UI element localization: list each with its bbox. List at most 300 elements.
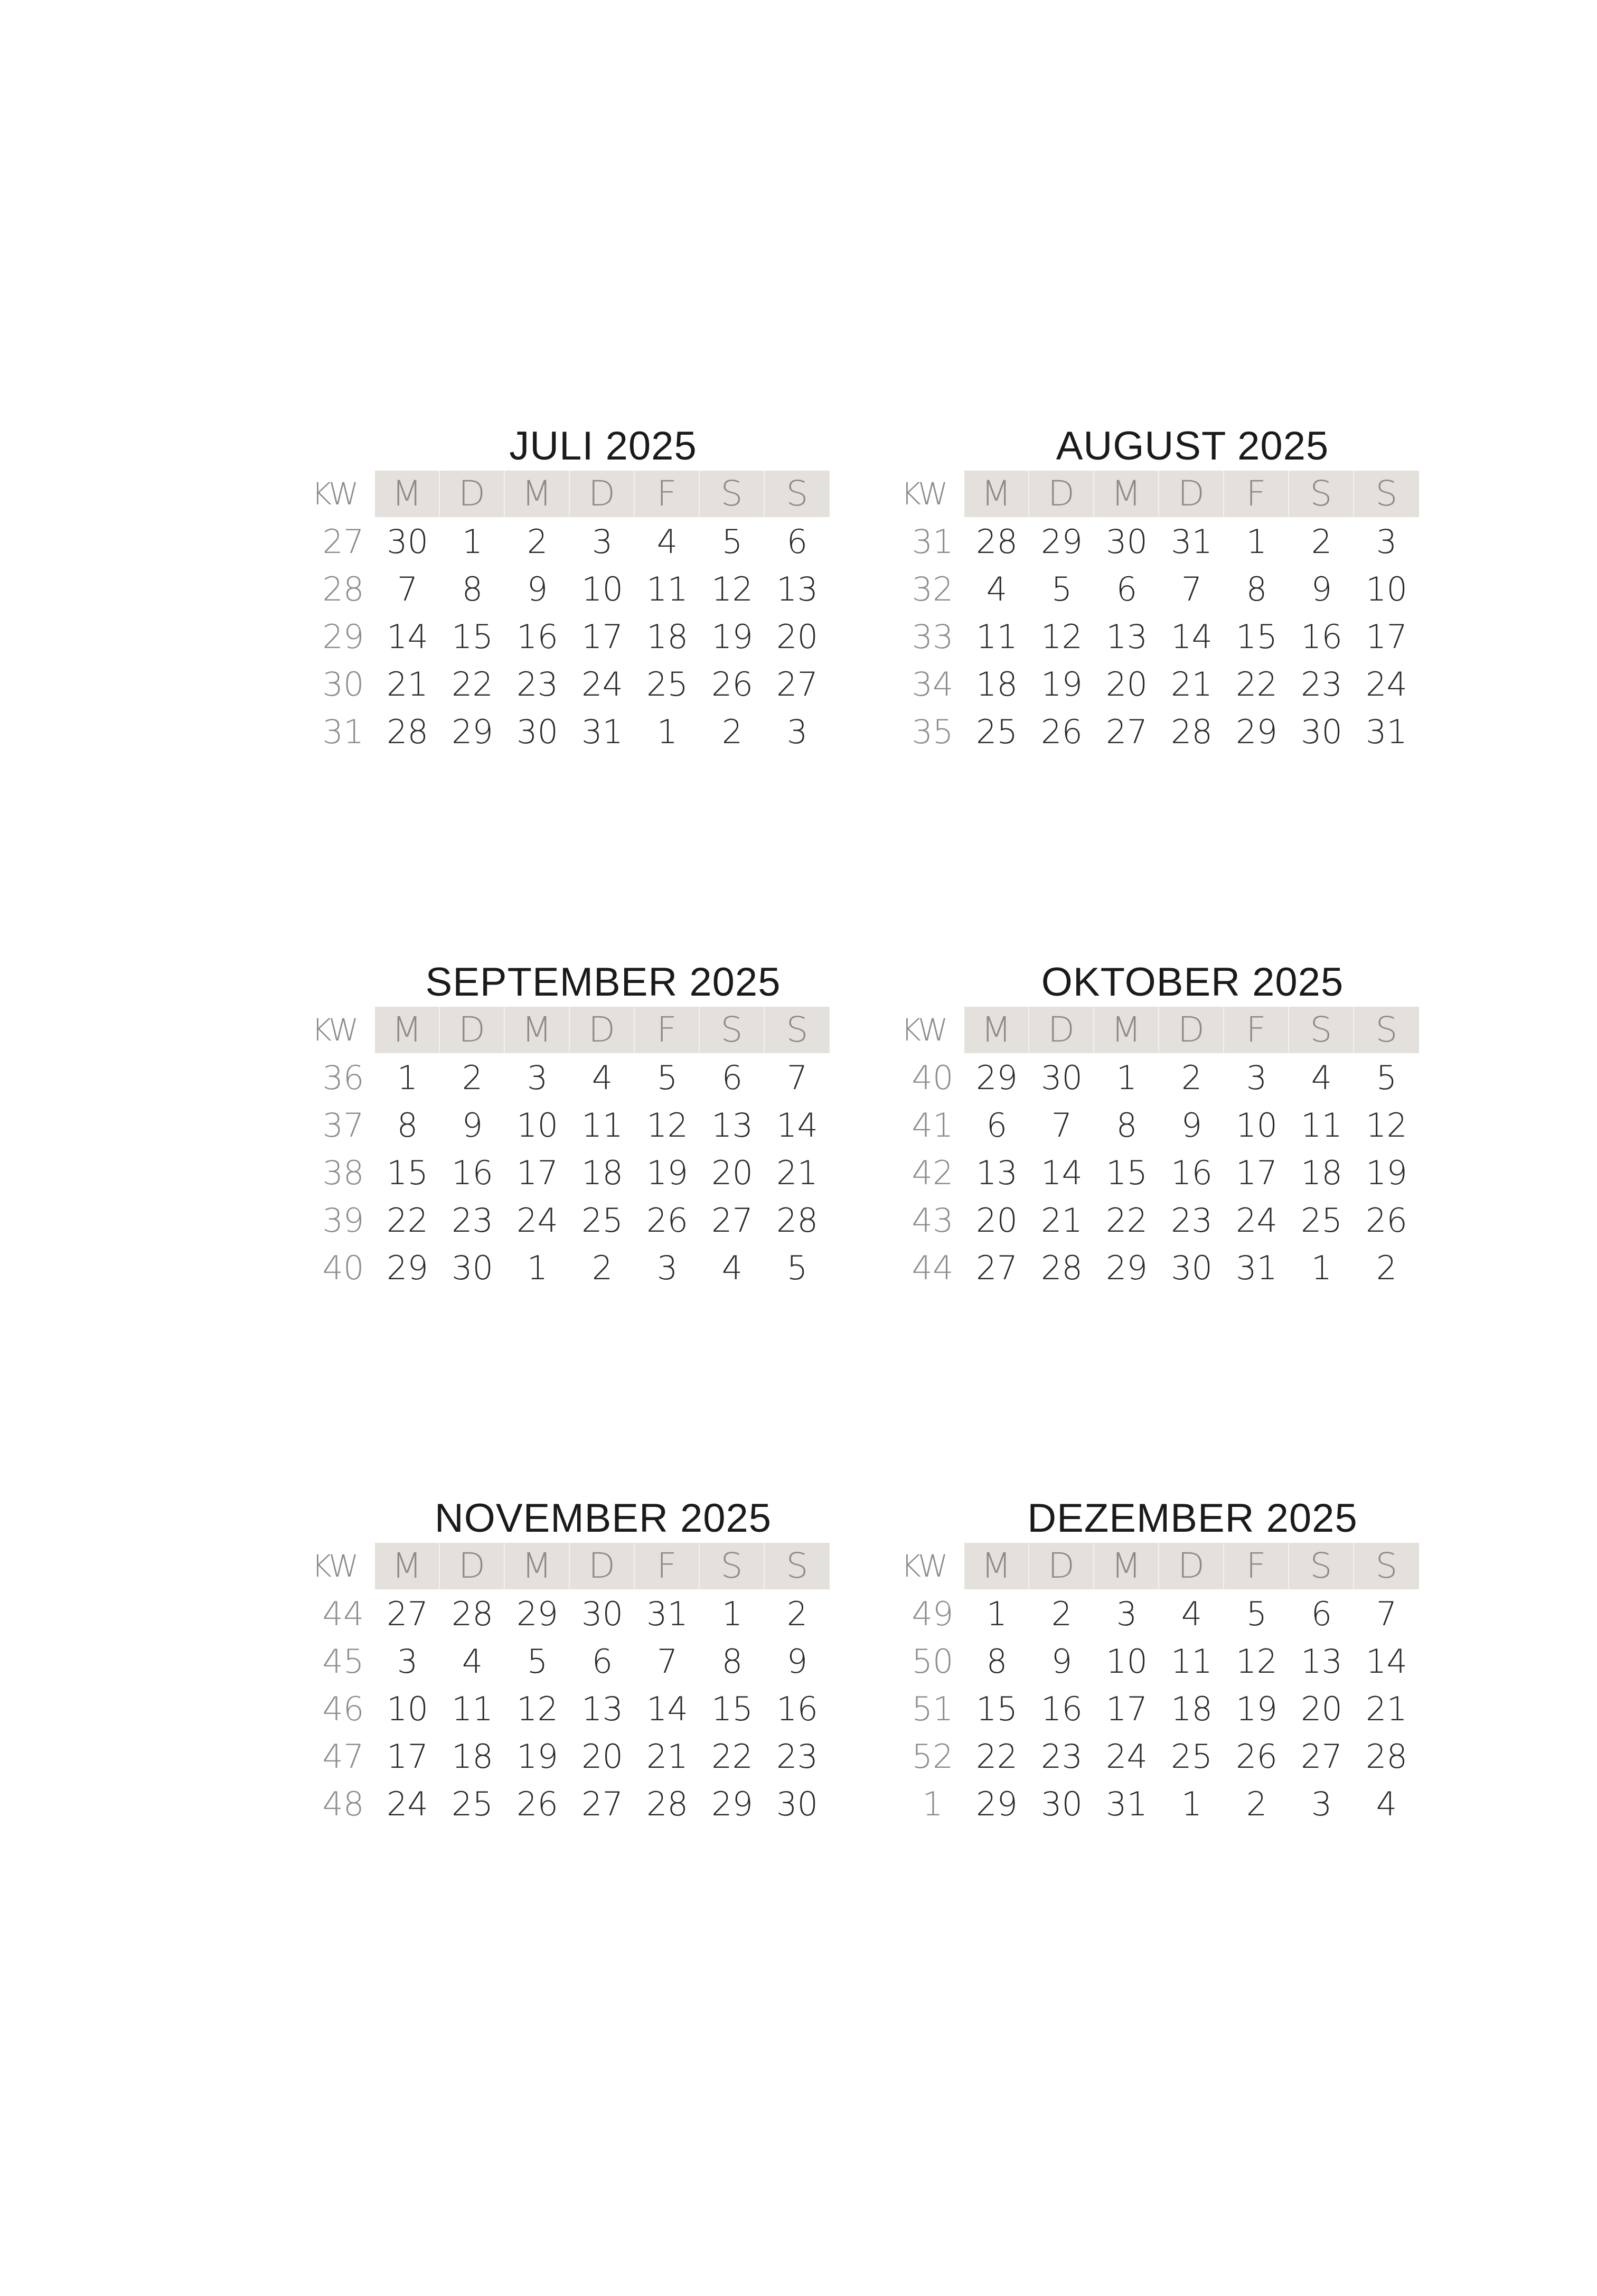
week-number: 30: [322, 664, 364, 704]
month-grid: [312, 470, 830, 755]
weekday-tuesday: D: [440, 1543, 505, 1589]
day-cell: 12: [1041, 617, 1083, 656]
day-cell: 22: [387, 1201, 428, 1240]
day-cell: 24: [387, 1784, 428, 1823]
week-row: [901, 1780, 1419, 1828]
day-cell: 6: [1311, 1594, 1332, 1633]
day-cell: 11: [452, 1689, 493, 1728]
day-cell: 28: [776, 1201, 818, 1240]
week-row: [901, 1590, 1419, 1637]
weekday-thursday: D: [1159, 471, 1224, 517]
day-cell: 30: [387, 522, 428, 561]
month-title: NOVEMBER 2025: [434, 1496, 772, 1541]
week-number: 32: [912, 569, 954, 608]
month-grid: [901, 1542, 1419, 1828]
day-cell: 8: [1116, 1105, 1138, 1145]
day-cell: 15: [1236, 617, 1277, 656]
day-cell: 1: [1116, 1058, 1138, 1097]
day-cell: 8: [397, 1105, 418, 1145]
day-cell: 20: [1301, 1689, 1342, 1728]
day-cell: 26: [1366, 1201, 1407, 1240]
week-row: [901, 1685, 1419, 1732]
day-cell: 4: [986, 569, 1008, 608]
week-number: 29: [322, 617, 364, 656]
day-cell: 27: [711, 1201, 753, 1240]
week-row: [312, 660, 830, 708]
day-cell: 1: [986, 1594, 1008, 1633]
day-cell: 3: [527, 1058, 548, 1097]
week-row: [312, 518, 830, 565]
day-cell: 14: [1041, 1153, 1083, 1192]
day-cell: 14: [776, 1105, 818, 1145]
week-number: 27: [322, 522, 364, 561]
day-cell: 23: [1171, 1201, 1213, 1240]
day-cell: 29: [976, 1058, 1018, 1097]
day-cell: 29: [711, 1784, 753, 1823]
day-cell: 19: [516, 1737, 558, 1776]
week-row: [312, 613, 830, 660]
day-cell: 23: [452, 1201, 493, 1240]
day-cell: 11: [581, 1105, 623, 1145]
weekday-monday: M: [375, 471, 440, 517]
week-row: [901, 1244, 1419, 1291]
day-cell: 31: [1106, 1784, 1148, 1823]
day-cell: 27: [1301, 1737, 1342, 1776]
week-row: [901, 565, 1419, 613]
day-cell: 9: [1051, 1642, 1073, 1681]
day-cell: 22: [976, 1737, 1018, 1776]
weekday-thursday: D: [570, 1543, 635, 1589]
weekday-sunday: S: [1375, 1545, 1398, 1586]
day-cell: 5: [721, 522, 743, 561]
day-cell: 15: [711, 1689, 753, 1728]
weekday-friday: F: [635, 1543, 700, 1589]
weekday-labels: [964, 1543, 1419, 1589]
day-cell: 15: [976, 1689, 1018, 1728]
day-cell: 26: [1041, 712, 1083, 751]
day-cell: 28: [387, 712, 428, 751]
day-cell: 5: [1376, 1058, 1397, 1097]
week-number: 51: [912, 1689, 954, 1728]
month-grid: [901, 470, 1419, 755]
day-cell: 2: [1181, 1058, 1203, 1097]
day-cell: 16: [1171, 1153, 1213, 1192]
weekday-saturday: S: [1289, 1543, 1354, 1589]
week-number: 31: [322, 712, 364, 751]
day-cell: 7: [656, 1642, 678, 1681]
day-cell: 13: [1301, 1642, 1342, 1681]
day-cell: 24: [516, 1201, 558, 1240]
week-number: 44: [322, 1594, 364, 1633]
week-row: [312, 1637, 830, 1685]
month-grid: [901, 1006, 1419, 1291]
day-cell: 1: [462, 522, 483, 561]
kw-label: KW: [901, 1548, 946, 1584]
weekday-sunday: S: [786, 1545, 809, 1586]
week-number: 40: [322, 1248, 364, 1287]
weekday-wednesday: M: [1094, 1543, 1159, 1589]
weekday-wednesday: M: [505, 1543, 570, 1589]
day-cell: 7: [1376, 1594, 1397, 1633]
day-cell: 17: [1366, 617, 1407, 656]
week-number: 39: [322, 1201, 364, 1240]
day-cell: 19: [646, 1153, 688, 1192]
day-cell: 8: [1246, 569, 1267, 608]
day-cell: 2: [591, 1248, 613, 1287]
weekday-tuesday: D: [440, 471, 505, 517]
day-cell: 14: [1171, 617, 1213, 656]
month-title: JULI 2025: [509, 424, 697, 468]
day-cell: 13: [776, 569, 818, 608]
day-cell: 1: [527, 1248, 548, 1287]
week-number: 42: [912, 1153, 954, 1192]
week-row: [901, 613, 1419, 660]
day-cell: 17: [581, 617, 623, 656]
day-cell: 6: [721, 1058, 743, 1097]
day-cell: 2: [786, 1594, 808, 1633]
day-cell: 30: [1171, 1248, 1213, 1287]
day-cell: 17: [1236, 1153, 1277, 1192]
weekday-monday: M: [964, 1543, 1029, 1589]
day-cell: 3: [1246, 1058, 1267, 1097]
day-cell: 15: [452, 617, 493, 656]
day-cell: 31: [581, 712, 623, 751]
day-cell: 9: [527, 569, 548, 608]
day-cell: 29: [976, 1784, 1018, 1823]
week-row: [901, 1054, 1419, 1101]
weekday-sunday: S: [1375, 473, 1398, 514]
day-cell: 4: [721, 1248, 743, 1287]
week-number: 50: [912, 1642, 954, 1681]
day-cell: 6: [986, 1105, 1008, 1145]
day-cell: 9: [1311, 569, 1332, 608]
day-cell: 18: [581, 1153, 623, 1192]
day-cell: 22: [711, 1737, 753, 1776]
week-number: 1: [922, 1784, 943, 1823]
week-number: 37: [322, 1105, 364, 1145]
weekday-friday: F: [1224, 1543, 1289, 1589]
month-grid: [312, 1006, 830, 1291]
day-cell: 16: [776, 1689, 818, 1728]
week-row: [901, 518, 1419, 565]
day-cell: 16: [452, 1153, 493, 1192]
day-cell: 10: [581, 569, 623, 608]
weekday-header-row: [901, 1542, 1419, 1590]
week-row: [901, 660, 1419, 708]
day-cell: 12: [646, 1105, 688, 1145]
day-cell: 10: [516, 1105, 558, 1145]
day-cell: 29: [1041, 522, 1083, 561]
day-cell: 14: [1366, 1642, 1407, 1681]
weekday-sunday: S: [786, 473, 809, 514]
day-cell: 9: [786, 1642, 808, 1681]
weekday-header-row: [901, 1006, 1419, 1054]
day-cell: 1: [1246, 522, 1267, 561]
day-cell: 10: [1106, 1642, 1148, 1681]
day-cell: 30: [1106, 522, 1148, 561]
week-number: 35: [912, 712, 954, 751]
day-cell: 18: [646, 617, 688, 656]
day-cell: 1: [721, 1594, 743, 1633]
day-cell: 18: [1301, 1153, 1342, 1192]
week-number: 41: [912, 1105, 954, 1145]
day-cell: 19: [1366, 1153, 1407, 1192]
day-cell: 2: [527, 522, 548, 561]
week-row: [901, 708, 1419, 755]
day-cell: 24: [1106, 1737, 1148, 1776]
weekday-friday: F: [635, 1007, 700, 1053]
day-cell: 21: [1171, 664, 1213, 704]
month-grid: [312, 1542, 830, 1828]
day-cell: 13: [581, 1689, 623, 1728]
day-cell: 5: [1051, 569, 1073, 608]
day-cell: 26: [646, 1201, 688, 1240]
day-cell: 27: [1106, 712, 1148, 751]
day-cell: 4: [1181, 1594, 1203, 1633]
day-cell: 4: [591, 1058, 613, 1097]
day-cell: 30: [1041, 1058, 1083, 1097]
weekday-tuesday: D: [1029, 1543, 1094, 1589]
day-cell: 25: [581, 1201, 623, 1240]
day-cell: 7: [397, 569, 418, 608]
day-cell: 14: [646, 1689, 688, 1728]
day-cell: 2: [721, 712, 743, 751]
day-cell: 3: [1376, 522, 1397, 561]
day-cell: 8: [462, 569, 483, 608]
day-cell: 28: [1366, 1737, 1407, 1776]
day-cell: 6: [591, 1642, 613, 1681]
weekday-header-row: [312, 1542, 830, 1590]
day-cell: 22: [1236, 664, 1277, 704]
day-cell: 1: [1181, 1784, 1203, 1823]
day-cell: 25: [1171, 1737, 1213, 1776]
day-cell: 28: [452, 1594, 493, 1633]
week-number: 52: [912, 1737, 954, 1776]
week-row: [312, 1244, 830, 1291]
kw-label: KW: [901, 476, 946, 512]
day-cell: 3: [397, 1642, 418, 1681]
day-cell: 28: [1041, 1248, 1083, 1287]
week-number: 48: [322, 1784, 364, 1823]
day-cell: 16: [1041, 1689, 1083, 1728]
week-number: 44: [912, 1248, 954, 1287]
week-row: [901, 1637, 1419, 1685]
day-cell: 4: [656, 522, 678, 561]
day-cell: 29: [452, 712, 493, 751]
weekday-thursday: D: [570, 471, 635, 517]
day-cell: 7: [786, 1058, 808, 1097]
day-cell: 30: [1301, 712, 1342, 751]
day-cell: 23: [776, 1737, 818, 1776]
month-title: AUGUST 2025: [1056, 424, 1329, 468]
week-row: [312, 708, 830, 755]
day-cell: 4: [1376, 1784, 1397, 1823]
weekday-wednesday: M: [505, 1007, 570, 1053]
weekday-thursday: D: [1159, 1007, 1224, 1053]
day-cell: 29: [1106, 1248, 1148, 1287]
week-number: 34: [912, 664, 954, 704]
weekday-wednesday: M: [1094, 1007, 1159, 1053]
weekday-sunday: S: [1375, 1009, 1398, 1050]
weekday-monday: M: [375, 1543, 440, 1589]
weekday-labels: [375, 1543, 830, 1589]
day-cell: 8: [986, 1642, 1008, 1681]
weekday-labels: [964, 1007, 1419, 1053]
day-cell: 24: [581, 664, 623, 704]
day-cell: 21: [776, 1153, 818, 1192]
day-cell: 28: [646, 1784, 688, 1823]
kw-label: KW: [312, 1548, 357, 1584]
day-cell: 24: [1366, 664, 1407, 704]
weekday-friday: F: [1224, 1007, 1289, 1053]
day-cell: 12: [1366, 1105, 1407, 1145]
week-row: [312, 565, 830, 613]
week-row: [312, 1732, 830, 1780]
day-cell: 17: [1106, 1689, 1148, 1728]
day-cell: 18: [976, 664, 1018, 704]
week-row: [901, 1732, 1419, 1780]
day-cell: 20: [711, 1153, 753, 1192]
week-row: [312, 1590, 830, 1637]
weekday-friday: F: [1224, 471, 1289, 517]
day-cell: 11: [976, 617, 1018, 656]
day-cell: 28: [976, 522, 1018, 561]
weekday-labels: [375, 1007, 830, 1053]
day-cell: 1: [1311, 1248, 1332, 1287]
day-cell: 23: [1041, 1737, 1083, 1776]
week-number: 43: [912, 1201, 954, 1240]
kw-label: KW: [312, 1012, 357, 1048]
day-cell: 9: [1181, 1105, 1203, 1145]
day-cell: 29: [387, 1248, 428, 1287]
weekday-friday: F: [635, 471, 700, 517]
day-cell: 22: [1106, 1201, 1148, 1240]
day-cell: 2: [462, 1058, 483, 1097]
day-cell: 15: [387, 1153, 428, 1192]
day-cell: 28: [1171, 712, 1213, 751]
month-title: OKTOBER 2025: [1041, 960, 1344, 1005]
day-cell: 12: [516, 1689, 558, 1728]
week-row: [312, 1101, 830, 1149]
day-cell: 30: [452, 1248, 493, 1287]
day-cell: 31: [646, 1594, 688, 1633]
day-cell: 11: [1301, 1105, 1342, 1145]
day-cell: 2: [1376, 1248, 1397, 1287]
day-cell: 14: [387, 617, 428, 656]
day-cell: 19: [711, 617, 753, 656]
day-cell: 2: [1311, 522, 1332, 561]
day-cell: 3: [591, 522, 613, 561]
weekday-monday: M: [964, 471, 1029, 517]
kw-label: KW: [312, 476, 357, 512]
week-number: 47: [322, 1737, 364, 1776]
week-number: 31: [912, 522, 954, 561]
day-cell: 12: [711, 569, 753, 608]
day-cell: 2: [1246, 1784, 1267, 1823]
day-cell: 10: [1366, 569, 1407, 608]
day-cell: 13: [976, 1153, 1018, 1192]
day-cell: 3: [1116, 1594, 1138, 1633]
weekday-saturday: S: [1289, 471, 1354, 517]
day-cell: 27: [387, 1594, 428, 1633]
week-number: 46: [322, 1689, 364, 1728]
day-cell: 16: [516, 617, 558, 656]
day-cell: 25: [1301, 1201, 1342, 1240]
day-cell: 22: [452, 664, 493, 704]
day-cell: 18: [452, 1737, 493, 1776]
day-cell: 31: [1171, 522, 1213, 561]
day-cell: 5: [527, 1642, 548, 1681]
weekday-thursday: D: [1159, 1543, 1224, 1589]
day-cell: 20: [776, 617, 818, 656]
week-number: 38: [322, 1153, 364, 1192]
week-row: [312, 1196, 830, 1244]
weekday-saturday: S: [700, 1543, 765, 1589]
day-cell: 21: [387, 664, 428, 704]
day-cell: 26: [516, 1784, 558, 1823]
day-cell: 9: [462, 1105, 483, 1145]
weekday-wednesday: M: [1094, 471, 1159, 517]
day-cell: 5: [656, 1058, 678, 1097]
day-cell: 30: [516, 712, 558, 751]
day-cell: 30: [1041, 1784, 1083, 1823]
day-cell: 24: [1236, 1201, 1277, 1240]
day-cell: 21: [646, 1737, 688, 1776]
weekday-monday: M: [375, 1007, 440, 1053]
week-number: 49: [912, 1594, 954, 1633]
day-cell: 31: [1236, 1248, 1277, 1287]
day-cell: 30: [776, 1784, 818, 1823]
weekday-header-row: [312, 470, 830, 518]
day-cell: 15: [1106, 1153, 1148, 1192]
day-cell: 25: [646, 664, 688, 704]
day-cell: 13: [711, 1105, 753, 1145]
day-cell: 21: [1041, 1201, 1083, 1240]
day-cell: 27: [581, 1784, 623, 1823]
weekday-labels: [375, 471, 830, 517]
day-cell: 2: [1051, 1594, 1073, 1633]
day-cell: 4: [462, 1642, 483, 1681]
day-cell: 3: [1311, 1784, 1332, 1823]
day-cell: 6: [1116, 569, 1138, 608]
day-cell: 3: [786, 712, 808, 751]
weekday-wednesday: M: [505, 471, 570, 517]
day-cell: 27: [976, 1248, 1018, 1287]
day-cell: 19: [1041, 664, 1083, 704]
day-cell: 11: [646, 569, 688, 608]
day-cell: 16: [1301, 617, 1342, 656]
month-title: DEZEMBER 2025: [1027, 1496, 1358, 1541]
day-cell: 3: [656, 1248, 678, 1287]
weekday-header-row: [312, 1006, 830, 1054]
day-cell: 23: [516, 664, 558, 704]
week-row: [312, 1685, 830, 1732]
day-cell: 17: [387, 1737, 428, 1776]
day-cell: 18: [1171, 1689, 1213, 1728]
day-cell: 29: [1236, 712, 1277, 751]
day-cell: 7: [1181, 569, 1203, 608]
day-cell: 11: [1171, 1642, 1213, 1681]
week-row: [312, 1054, 830, 1101]
day-cell: 4: [1311, 1058, 1332, 1097]
week-number: 33: [912, 617, 954, 656]
day-cell: 20: [976, 1201, 1018, 1240]
day-cell: 26: [711, 664, 753, 704]
day-cell: 5: [1246, 1594, 1267, 1633]
week-row: [901, 1149, 1419, 1196]
week-row: [312, 1149, 830, 1196]
week-row: [901, 1196, 1419, 1244]
